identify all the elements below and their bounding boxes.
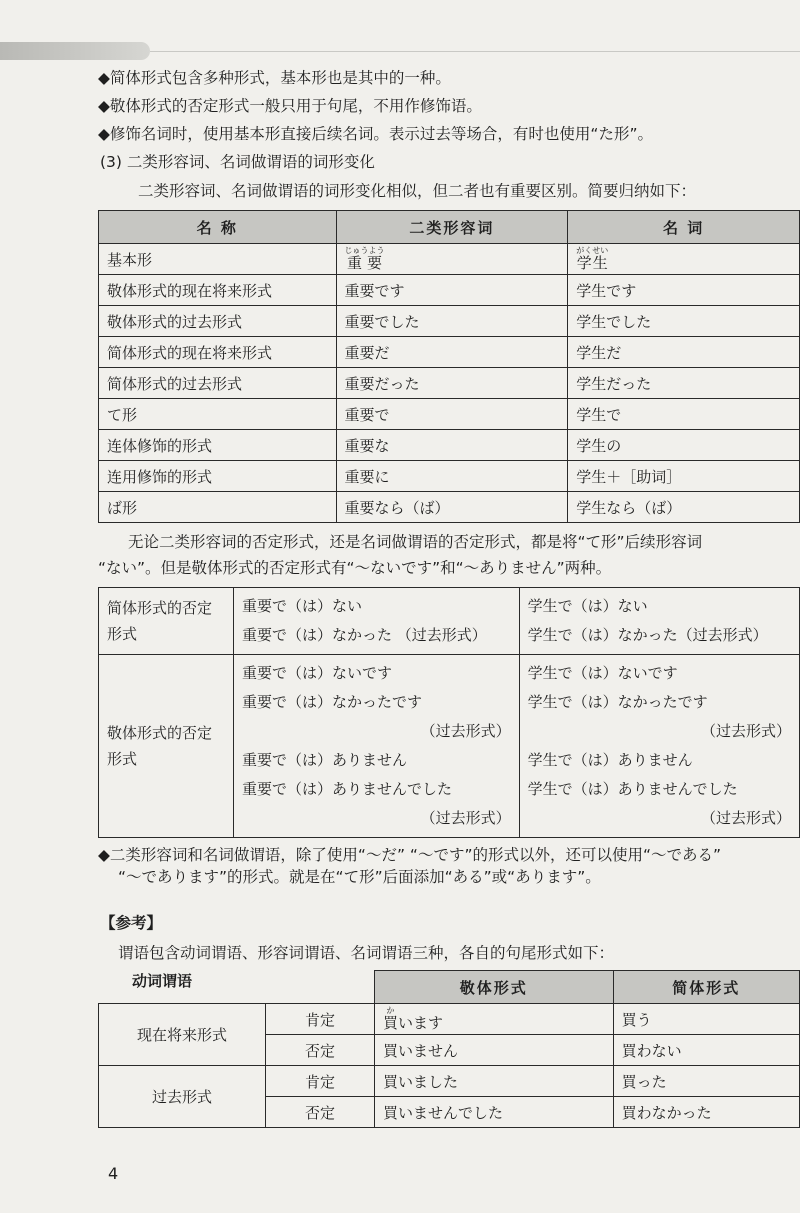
- table-row: [99, 461, 800, 492]
- note-bullet: ◆修饰名词时，使用基本形直接后续名词。表示过去等场合，有时也使用“た形”。: [98, 125, 653, 143]
- table-row: [99, 306, 800, 337]
- noun-cell: 学生なら（ば）: [568, 492, 800, 523]
- adjective-cell: 重要じゅうよう: [336, 244, 568, 275]
- row-label: 简体形式的现在将来形式: [99, 337, 337, 368]
- noun-cell: 学生で（は）ない 学生で（は）なかった（过去形式）: [519, 588, 799, 655]
- table-row: [99, 655, 800, 838]
- polarity-label: 否定: [266, 1097, 375, 1128]
- table-row: [99, 1004, 800, 1035]
- row-label: 敬体形式的过去形式: [99, 306, 337, 337]
- plain-cell: 買う: [613, 1004, 799, 1035]
- table-row: [99, 430, 800, 461]
- adjective-cell: 重要なら（ば）: [336, 492, 568, 523]
- header-name: 名 称: [99, 211, 337, 244]
- section-heading: (3) 二类形容词、名词做谓语的词形变化: [100, 153, 375, 171]
- negation-table: [98, 587, 800, 838]
- adjective-cell: 重要な: [336, 430, 568, 461]
- header-adjective: 二类形容词: [336, 211, 568, 244]
- table-row: [99, 244, 800, 275]
- note-bullet: ◆简体形式包含多种形式，基本形也是其中的一种。: [98, 69, 451, 87]
- row-label: 敬体形式的否定形式: [99, 655, 234, 838]
- polite-cell: 買いませんでした: [375, 1097, 614, 1128]
- plain-cell: 買わなかった: [613, 1097, 799, 1128]
- polite-cell: 買かいます: [375, 1004, 614, 1035]
- row-label: て形: [99, 399, 337, 430]
- adjective-cell: 重要でした: [336, 306, 568, 337]
- table-row: [99, 399, 800, 430]
- polite-cell: 買いません: [375, 1035, 614, 1066]
- noun-cell: 学生で（は）ないです 学生で（は）なかったです （过去形式） 学生で（は）ありません 学生で（は）ありませんでした （过去形式）: [519, 655, 799, 838]
- noun-cell: 学生でした: [568, 306, 800, 337]
- page-number: 4: [108, 1164, 119, 1183]
- row-label: 基本形: [99, 244, 337, 275]
- adjective-cell: 重要だった: [336, 368, 568, 399]
- plain-cell: 買った: [613, 1066, 799, 1097]
- note-bullet: ◆二类形容词和名词做谓语，除了使用“～だ” “～です”的形式以外，还可以使用“～である” “～であります”的形式。就是在“て形”后面添加“ある”或“あります”。: [98, 846, 722, 886]
- conjugation-table: [98, 210, 800, 523]
- intro-paragraph: 二类形容词、名词做谓语的词形变化相似，但二者也有重要区别。简要归纳如下：: [138, 182, 697, 200]
- table-row: [99, 1066, 800, 1097]
- verb-predicate-table: [98, 970, 800, 1128]
- noun-cell: 学生＋［助词］: [568, 461, 800, 492]
- plain-cell: 買わない: [613, 1035, 799, 1066]
- header-rule: [150, 51, 800, 52]
- polite-cell: 買いました: [375, 1066, 614, 1097]
- noun-cell: 学生の: [568, 430, 800, 461]
- note-bullet: ◆敬体形式的否定形式一般只用于句尾，不用作修饰语。: [98, 97, 482, 115]
- table-row: [99, 588, 800, 655]
- page-content: [98, 62, 798, 1128]
- noun-cell: 学生です: [568, 275, 800, 306]
- noun-cell: 学生だった: [568, 368, 800, 399]
- row-label: 连用修饰的形式: [99, 461, 337, 492]
- adjective-cell: 重要です: [336, 275, 568, 306]
- row-label: 敬体形式的现在将来形式: [99, 275, 337, 306]
- header-polite: 敬体形式: [375, 971, 614, 1004]
- adjective-cell: 重要で（は）ない 重要で（は）なかった （过去形式）: [234, 588, 520, 655]
- row-label: 连体修饰的形式: [99, 430, 337, 461]
- adjective-cell: 重要に: [336, 461, 568, 492]
- noun-cell: 学生で: [568, 399, 800, 430]
- row-label: 简体形式的否定形式: [99, 588, 234, 655]
- negation-paragraph: 无论二类形容词的否定形式，还是名词做谓语的否定形式，都是将“て形”后续形容词 “ない”。但是敬体形式的否定形式有“～ないです”和“～ありません”两种。: [98, 533, 703, 577]
- group-label: 现在将来形式: [99, 1004, 266, 1066]
- group-label: 过去形式: [99, 1066, 266, 1128]
- verb-predicate-table-wrap: [98, 970, 798, 1128]
- table-row: [99, 368, 800, 399]
- polarity-label: 肯定: [266, 1004, 375, 1035]
- polarity-label: 肯定: [266, 1066, 375, 1097]
- noun-cell: 学生がくせい: [568, 244, 800, 275]
- adjective-cell: 重要で（は）ないです 重要で（は）なかったです （过去形式） 重要で（は）ありません 重要で（は）ありませんでした （过去形式）: [234, 655, 520, 838]
- header-noun: 名 词: [568, 211, 800, 244]
- header-plain: 简体形式: [613, 971, 799, 1004]
- polarity-label: 否定: [266, 1035, 375, 1066]
- table-row: [99, 337, 800, 368]
- table-row: [99, 275, 800, 306]
- noun-cell: 学生だ: [568, 337, 800, 368]
- verb-predicate-label: 动词谓语: [132, 972, 193, 990]
- row-label: ば形: [99, 492, 337, 523]
- reference-text: 谓语包含动词谓语、形容词谓语、名词谓语三种，各自的句尾形式如下：: [118, 944, 615, 962]
- header-bar: [0, 42, 150, 60]
- row-label: 简体形式的过去形式: [99, 368, 337, 399]
- adjective-cell: 重要で: [336, 399, 568, 430]
- table-row: [99, 492, 800, 523]
- reference-label: 【参考】: [100, 914, 163, 932]
- adjective-cell: 重要だ: [336, 337, 568, 368]
